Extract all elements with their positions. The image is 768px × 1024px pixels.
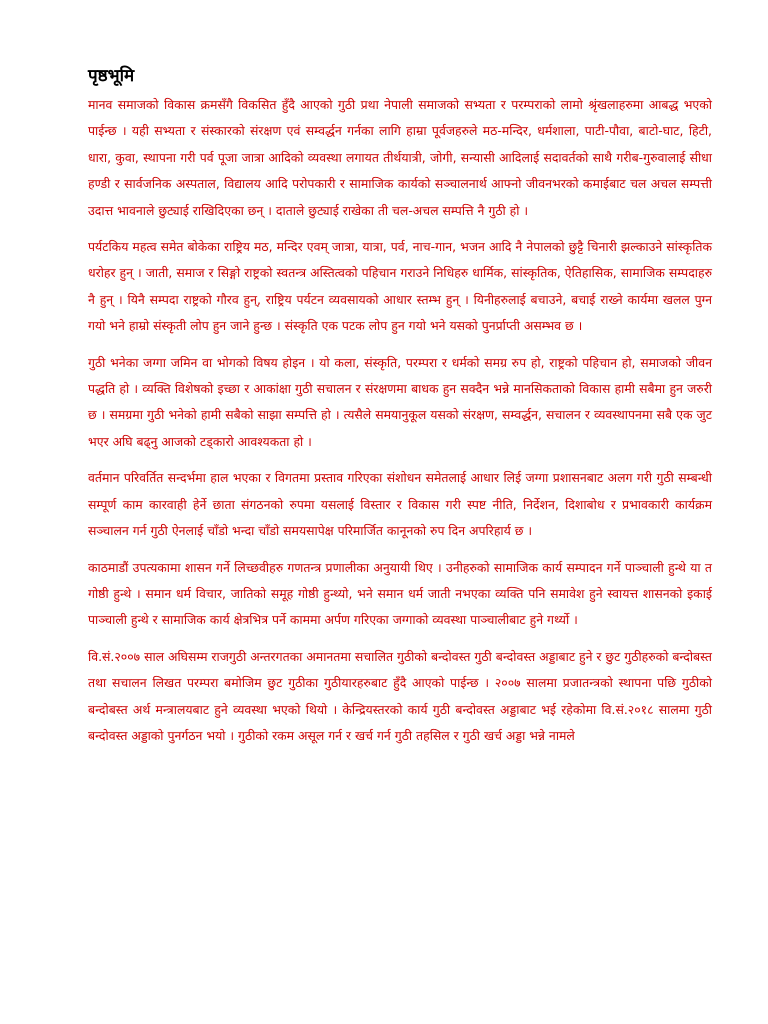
section-heading: पृष्ठभूमि bbox=[88, 66, 135, 86]
paragraph-1: मानव समाजको विकास क्रमसँगै विकसित हुँदै आएको गुठी प्रथा नेपाली समाजको सभ्यता र परम्पराको लामो श्रृंखलाहरुमा आबद्ध भएको पाईन्छ । यही सभ्यता र संस्कारको संरक्षण एवं सम्वर्द्धन गर्नका लागि हाम्रा पूर्वजहरुले मठ-मन्दिर, धर्मशाला, पाटी-पौवा, बाटो-घाट, हिटी, धारा, कुवा, स्थापना गरी पर्व पूजा जात्रा आदिको व्यवस्था लगायत तीर्थयात्री, जोगी, सन्यासी आदिलाई सदावर्तको साथै गरीब-गुरुवालाई सीधा हण्डी र सार्वजनिक अस्पताल, विद्यालय आदि परोपकारी र सामाजिक कार्यको सञ्चालनार्थ आफ्नो जीवनभरको कमाईबाट चल अचल सम्पत्ती उदात्त भावनाले छुट्याई राखिदिएका छन् । दाताले छुट्याई राखेका ती चल-अचल सम्पत्ति नै गुठी हो । bbox=[88, 97, 712, 218]
paragraph-2: पर्यटकिय महत्व समेत बोकेका राष्ट्रिय मठ, मन्दिर एवम् जात्रा, यात्रा, पर्व, नाच-गान, भजन आदि नै नेपालको छुट्टै चिनारी झल्काउने सांस्कृतिक धरोहर हुन् । जाती, समाज र सिङ्गो राष्ट्रको स्वतन्त्र अस्तित्वको पहिचान गराउने निधिहरु धार्मिक, सांस्कृतिक, ऐतिहासिक, सामाजिक सम्पदाहरु नै हुन् । यिनै सम्पदा राष्ट्रको गौरव हुन्, राष्ट्रिय पर्यटन व्यवसायको आधार स्तम्भ हुन् । यिनीहरुलाई बचाउने, बचाई राख्ने कार्यमा खलल पुग्न गयो भने हाम्रो संस्कृती लोप हुन जाने हुन्छ । संस्कृति एक पटक लोप हुन गयो भने यसको पुनर्प्राप्ती असम्भव छ । bbox=[88, 239, 712, 334]
paragraph-6: वि.सं.२००७ साल अघिसम्म राजगुठी अन्तरगतका अमानतमा सचालित गुठीको बन्दोवस्त गुठी बन्दोवस्त अड्डाबाट हुने र छुट गुठीहरुको बन्दोबस्त तथा सचालन लिखत परम्परा बमोजिम छुट गुठीका गुठीयारहरुबाट हुँदै आएको पाईन्छ । २००७ सालमा प्रजातन्त्रको स्थापना पछि गुठीको बन्दोबस्त अर्थ मन्त्रालयबाट हुने व्यवस्था भएको थियो । केन्द्रियस्तरको कार्य गुठी बन्दोवस्त अड्डाबाट भई रहेकोमा वि.सं.२०१८ सालमा गुठी बन्दोवस्त अड्डाको पुनर्गठन भयो । गुठीको रकम असूल गर्न र खर्च गर्न गुठी तहसिल र गुठी खर्च अड्डा भन्ने नामले bbox=[88, 648, 712, 743]
paragraph-5: काठमाडौं उपत्यकामा शासन गर्ने लिच्छवीहरु गणतन्त्र प्रणालीका अनुयायी थिए । उनीहरुको सामाजिक कार्य सम्पादन गर्ने पाञ्चाली हुन्थे या त गोष्ठी हुन्थे । समान धर्म विचार, जातिको समूह गोष्ठी हुन्थ्यो, भने समान धर्म जाती नभएका व्यक्ति पनि समावेश हुने स्वायत्त शासनको इकाई पाञ्चाली हुन्थे र सामाजिक कार्य क्षेत्रभित्र पर्ने काममा अर्पण गरिएका जग्गाको व्यवस्था पाञ्चालीबाट हुने गर्थ्यो । bbox=[88, 559, 712, 628]
paragraph-4: वर्तमान परिवर्तित सन्दर्भमा हाल भएका र विगतमा प्रस्ताव गरिएका संशोधन समेतलाई आधार लिई जग्गा प्रशासनबाट अलग गरी गुठी सम्बन्धी सम्पूर्ण काम कारवाही हेर्ने छाता संगठनको रुपमा यसलाई विस्तार र विकास गरी स्पष्ट नीति, निर्देशन, दिशाबोध र प्रभावकारी कार्यक्रम सञ्चालन गर्न गुठी ऐनलाई चाँडो भन्दा चाँडो समयसापेक्ष परिमार्जित कानूनको रुप दिन अपरिहार्य छ । bbox=[88, 470, 712, 539]
paragraph-3: गुठी भनेका जग्गा जमिन वा भोगको विषय होइन । यो कला, संस्कृति, परम्परा र धर्मको समग्र रुप हो, राष्ट्रको पहिचान हो, समाजको जीवन पद्धति हो । व्यक्ति विशेषको इच्छा र आकांक्षा गुठी सचालन र संरक्षणमा बाधक हुन सक्दैन भन्ने मानसिकताको विकास हामी सबैमा हुन जरुरी छ । समग्रमा गुठी भनेको हामी सबैको साझा सम्पत्ति हो । त्यसैले समयानुकूल यसको संरक्षण, सम्वर्द्धन, सचालन र व्यवस्थापनमा सबै एक जुट भएर अघि बढ्नु आजको टड्कारो आवश्यकता हो । bbox=[88, 354, 712, 449]
